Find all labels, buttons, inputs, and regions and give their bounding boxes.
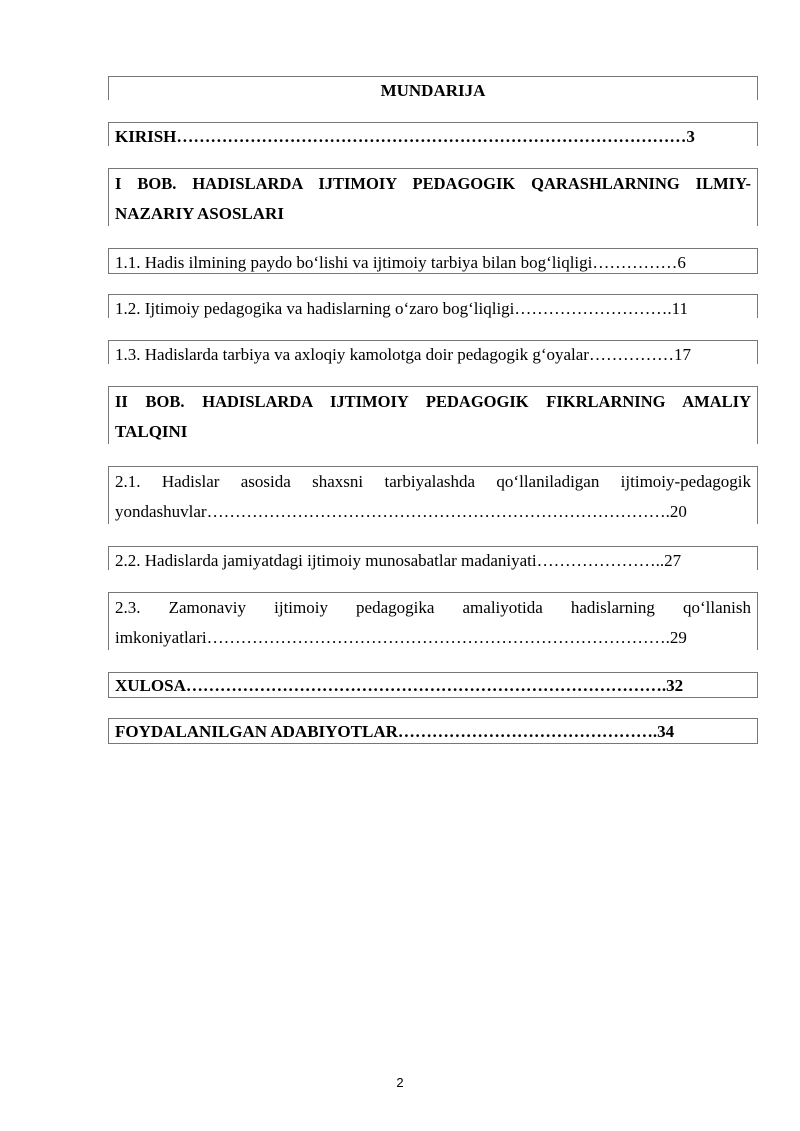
toc-title-box — [108, 76, 758, 100]
toc-entry-xulosa — [108, 672, 758, 698]
chapter-line-2: TALQINI — [115, 422, 188, 441]
toc-entry-2-1 — [108, 466, 758, 524]
chapter-line-1: II BOB. HADISLARDA IJTIMOIY PEDAGOGIK FIKRLARNING AMALIY — [115, 392, 751, 411]
entry-line-1: 2.3. Zamonaviy ijtimoiy pedagogika amaliyotida hadislarning qo‘llanish — [115, 598, 751, 617]
toc-entry-1-3 — [108, 340, 758, 364]
entry-text: yondashuvlar — [115, 502, 207, 521]
entry-dots: ……………………………………………………………………………… — [176, 127, 687, 146]
toc-entry-2-3 — [108, 592, 758, 650]
entry-line-1: 2.1. Hadislar asosida shaxsni tarbiyalashda qo‘llaniladigan ijtimoiy-pedagogik — [115, 472, 751, 491]
entry-dots: ………………………………………………………………………. — [206, 502, 670, 521]
entry-page: 32 — [666, 676, 684, 695]
entry-text: 2.2. Hadislarda jamiyatdagi ijtimoiy munosabatlar madaniyati — [115, 551, 537, 570]
entry-page: 34 — [657, 722, 675, 741]
toc-title: MUNDARIJA — [380, 81, 486, 100]
entry-text: FOYDALANILGAN ADABIYOTLAR — [115, 722, 398, 741]
entry-text: XULOSA — [115, 676, 186, 695]
toc-chapter-1 — [108, 168, 758, 226]
entry-dots: …………… — [588, 345, 674, 364]
entry-page: 17 — [673, 345, 691, 364]
entry-dots: ………………………. — [514, 299, 672, 318]
entry-page: 3 — [686, 127, 695, 146]
chapter-line-2: NAZARIY ASOSLARI — [115, 204, 284, 223]
entry-dots: …………………………………………………………………………. — [185, 676, 667, 695]
entry-dots: ………………………………………………………………………. — [206, 628, 670, 647]
entry-text: KIRISH — [115, 127, 177, 146]
toc-entry-2-2 — [108, 546, 758, 570]
entry-text: 1.2. Ijtimoiy pedagogika va hadislarning o‘zaro bog‘liqligi — [115, 299, 515, 318]
entry-page: 20 — [669, 502, 687, 521]
entry-page: 11 — [671, 299, 689, 318]
chapter-line-1: I BOB. HADISLARDA IJTIMOIY PEDAGOGIK QARASHLARNING ILMIY- — [115, 174, 751, 193]
entry-dots: ………………….. — [536, 551, 665, 570]
entry-text: 1.3. Hadislarda tarbiya va axloqiy kamolotga doir pedagogik g‘oyalar — [115, 345, 589, 364]
toc-entry-kirish — [108, 122, 758, 146]
toc-entry-1-2 — [108, 294, 758, 318]
toc-chapter-2 — [108, 386, 758, 444]
entry-page: 6 — [677, 253, 686, 272]
toc-entry-adabiyotlar — [108, 718, 758, 744]
entry-dots: ………………………………………. — [397, 722, 658, 741]
entry-page: 27 — [664, 551, 682, 570]
entry-text: 1.1. Hadis ilmining paydo bo‘lishi va ijtimoiy tarbiya bilan bog‘liqligi — [115, 253, 593, 272]
toc-entry-1-1 — [108, 248, 758, 274]
entry-text: imkoniyatlari — [115, 628, 207, 647]
entry-page: 29 — [669, 628, 687, 647]
page-number: 2 — [396, 1075, 404, 1090]
entry-dots: …………… — [592, 253, 678, 272]
